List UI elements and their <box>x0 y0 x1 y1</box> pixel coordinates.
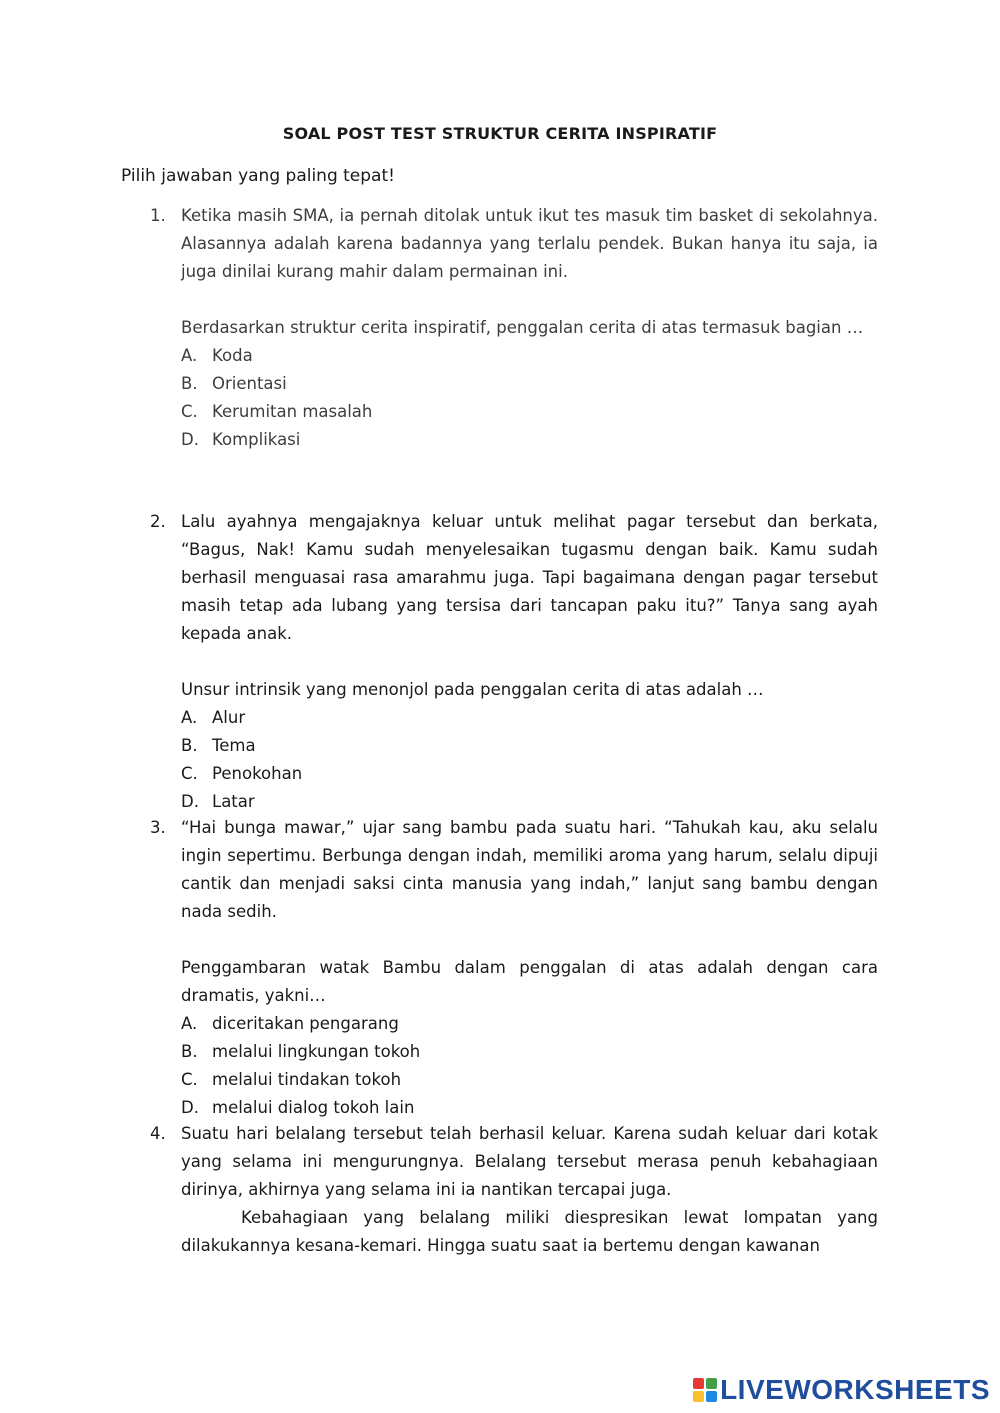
question-prompt: Penggambaran watak Bambu dalam penggalan di atas adalah dengan cara dramatis, yakni… <box>181 958 878 1005</box>
answer-option-b[interactable]: B. Orientasi <box>181 374 287 393</box>
liveworksheets-logo-text: LIVEWORKSHEETS <box>720 1374 990 1405</box>
answer-option-b[interactable]: B. Tema <box>181 736 256 755</box>
answer-option-d[interactable]: D. Komplikasi <box>181 430 301 449</box>
question-prompt: Unsur intrinsik yang menonjol pada penggalan cerita di atas adalah … <box>181 680 764 699</box>
page-title: SOAL POST TEST STRUKTUR CERITA INSPIRATIF <box>282 124 718 143</box>
answer-option-a[interactable]: A. diceritakan pengarang <box>181 1014 399 1033</box>
question-number: 3. <box>150 818 166 837</box>
question-2 <box>150 508 878 816</box>
question-passage: Ketika masih SMA, ia pernah ditolak untuk ikut tes masuk tim basket di sekolahnya. Alasannya adalah karena badannya yang terlalu pendek. Bukan hanya itu saja, ia juga dinilai kurang mahir dalam permainan ini. <box>181 206 878 281</box>
question-number: 1. <box>150 206 166 225</box>
answer-option-c[interactable]: C. Kerumitan masalah <box>181 402 373 421</box>
answer-options <box>181 704 878 816</box>
question-3 <box>150 814 878 1122</box>
liveworksheets-logo-icon <box>693 1378 717 1402</box>
answer-options <box>181 1010 878 1122</box>
question-number: 4. <box>150 1124 166 1143</box>
question-prompt: Berdasarkan struktur cerita inspiratif, penggalan cerita di atas termasuk bagian … <box>181 318 864 337</box>
answer-option-c[interactable]: C. Penokohan <box>181 764 303 783</box>
answer-options <box>181 342 878 454</box>
liveworksheets-logo[interactable] <box>693 1373 990 1407</box>
question-passage: Suatu hari belalang tersebut telah berhasil keluar. Karena sudah keluar dari kotak yang selama ini mengurungnya. Belalang tersebut merasa penuh kebahagiaan dirinya, akhirnya yang selama ini ia nantikan tercapai juga. <box>181 1124 878 1199</box>
logo-tile <box>693 1391 704 1402</box>
answer-option-a[interactable]: A. Koda <box>181 346 253 365</box>
question-4 <box>150 1120 878 1260</box>
question-passage: Lalu ayahnya mengajaknya keluar untuk melihat pagar tersebut dan berkata, “Bagus, Nak! Kamu sudah menyelesaikan tugasmu dengan baik. Kamu sudah berhasil menguasai rasa amarahmu juga. Tapi bagaimana dengan pagar tersebut masih tetap ada lubang yang tersisa dari tancapan paku itu?” Tanya sang ayah kepada anak. <box>181 512 878 643</box>
question-1 <box>150 202 878 454</box>
answer-option-b[interactable]: B. melalui lingkungan tokoh <box>181 1042 421 1061</box>
answer-option-a[interactable]: A. Alur <box>181 708 246 727</box>
instruction-text: Pilih jawaban yang paling tepat! <box>121 166 395 186</box>
answer-option-d[interactable]: D. melalui dialog tokoh lain <box>181 1098 415 1117</box>
question-passage-continued: Kebahagiaan yang belalang miliki diespresikan lewat lompatan yang dilakukannya kesana-kemari. Hingga suatu saat ia bertemu dengan kawanan <box>181 1208 878 1255</box>
logo-tile <box>693 1378 704 1389</box>
question-number: 2. <box>150 512 166 531</box>
answer-option-d[interactable]: D. Latar <box>181 792 255 811</box>
logo-tile <box>706 1378 717 1389</box>
answer-option-c[interactable]: C. melalui tindakan tokoh <box>181 1070 402 1089</box>
logo-tile <box>706 1391 717 1402</box>
question-passage: “Hai bunga mawar,” ujar sang bambu pada suatu hari. “Tahukah kau, aku selalu ingin sepertimu. Berbunga dengan indah, memiliki aroma yang harum, selalu dipuji cantik dan menjadi saksi cinta manusia yang indah,” lanjut sang bambu dengan nada sedih. <box>181 818 878 921</box>
